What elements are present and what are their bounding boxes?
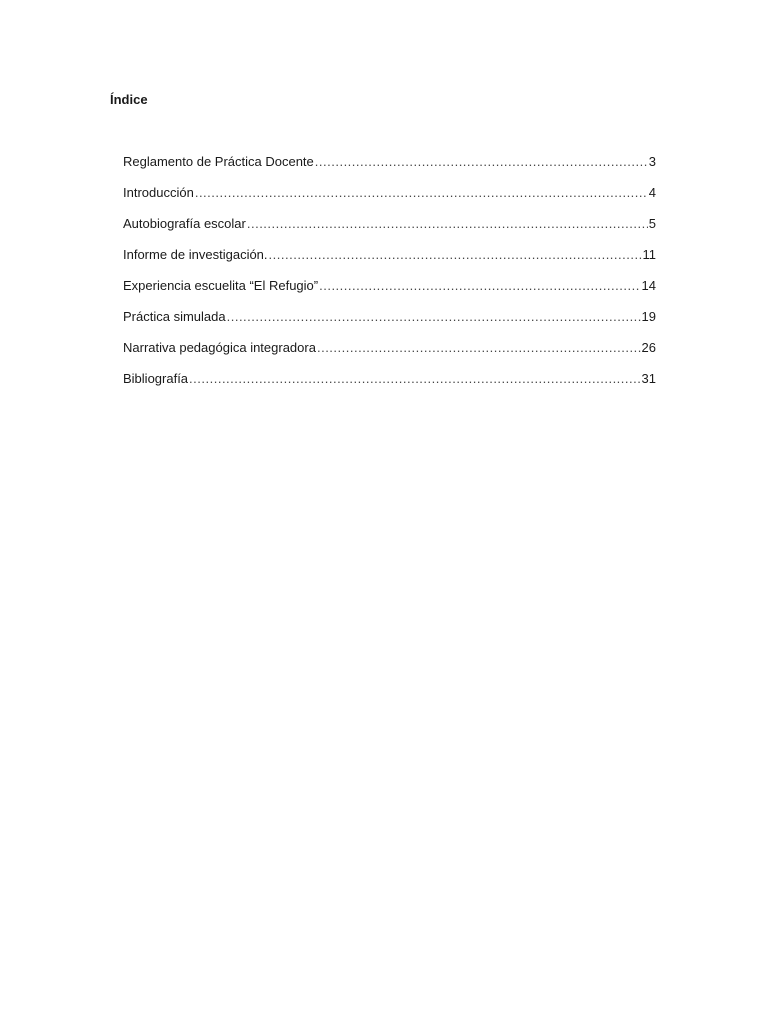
toc-entry[interactable] (123, 184, 656, 215)
toc-entry[interactable] (123, 215, 656, 246)
dot-leader (315, 153, 648, 171)
toc-entry-page: 11 (642, 247, 656, 262)
toc-entry-page: 5 (648, 216, 656, 231)
toc-entry-title: Reglamento de Práctica Docente (123, 154, 314, 169)
toc-entry-page: 31 (641, 371, 656, 386)
toc-entry-page: 26 (641, 340, 656, 355)
table-of-contents (123, 153, 656, 401)
toc-entry-page: 4 (648, 185, 656, 200)
dot-leader (269, 246, 642, 264)
toc-entry[interactable] (123, 308, 656, 339)
toc-entry[interactable] (123, 370, 656, 401)
toc-entry-title: Introducción (123, 185, 194, 200)
toc-entry-title: Narrativa pedagógica integradora (123, 340, 316, 355)
toc-entry-title: Práctica simulada (123, 309, 226, 324)
toc-entry[interactable] (123, 153, 656, 184)
dot-leader (227, 308, 641, 326)
toc-entry-title: Experiencia escuelita “El Refugio” (123, 278, 319, 293)
toc-entry-page: 14 (641, 278, 656, 293)
toc-entry-title: Autobiografía escolar (123, 216, 246, 231)
toc-entry-page: 19 (641, 309, 656, 324)
toc-heading: Índice (110, 92, 148, 107)
dot-leader (189, 370, 640, 388)
dot-leader (247, 215, 648, 233)
toc-entry[interactable] (123, 246, 656, 277)
toc-entry[interactable] (123, 339, 656, 370)
dot-leader (317, 339, 641, 357)
toc-entry-title: Informe de investigación. (123, 247, 268, 262)
dot-leader (319, 277, 640, 295)
toc-entry-page: 3 (648, 154, 656, 169)
toc-entry[interactable] (123, 277, 656, 308)
toc-entry-title: Bibliografía (123, 371, 189, 386)
dot-leader (195, 184, 648, 202)
